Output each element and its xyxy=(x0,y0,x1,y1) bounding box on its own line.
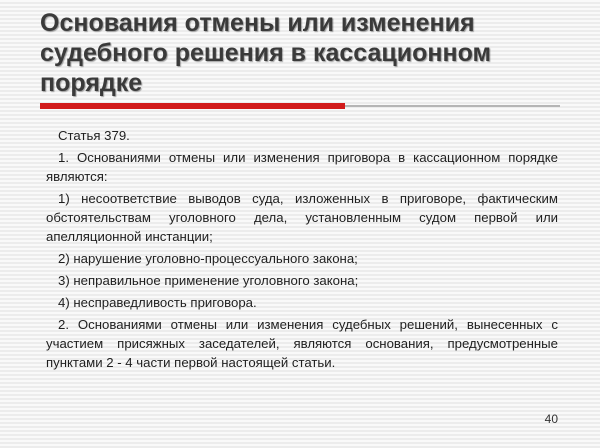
slide-title xyxy=(40,8,580,98)
slide-title-line-2: судебного решения в кассационном xyxy=(40,39,492,67)
title-divider-red xyxy=(40,103,345,109)
paragraph-part-1: 1. Основаниями отмены или изменения приговора в кассационном порядке являются: xyxy=(46,150,558,184)
page-number: 40 xyxy=(544,412,558,426)
paragraph-part-2: 2. Основаниями отмены или изменения судебных решений, вынесенных с участием присяжных заседателей, являются основания, предусмотренные пунктами 2 - 4 части первой настоящей статьи. xyxy=(46,317,558,370)
list-item-3: 3) неправильное применение уголовного закона; xyxy=(58,273,359,288)
list-item-2: 2) нарушение уголовно-процессуального закона; xyxy=(58,251,358,266)
title-divider xyxy=(0,103,600,109)
title-divider-grey xyxy=(345,105,560,107)
slide-body xyxy=(46,126,558,375)
list-item-4: 4) несправедливость приговора. xyxy=(58,295,257,310)
slide-title-line-1: Основания отмены или изменения xyxy=(40,9,475,37)
article-heading: Статья 379. xyxy=(58,128,130,143)
slide-title-line-3: порядке xyxy=(40,69,143,97)
list-item-1: 1) несоответствие выводов суда, изложенных в приговоре, фактическим обстоятельствам уголовного дела, установленным судом первой или апелляционной инстанции; xyxy=(46,191,558,244)
